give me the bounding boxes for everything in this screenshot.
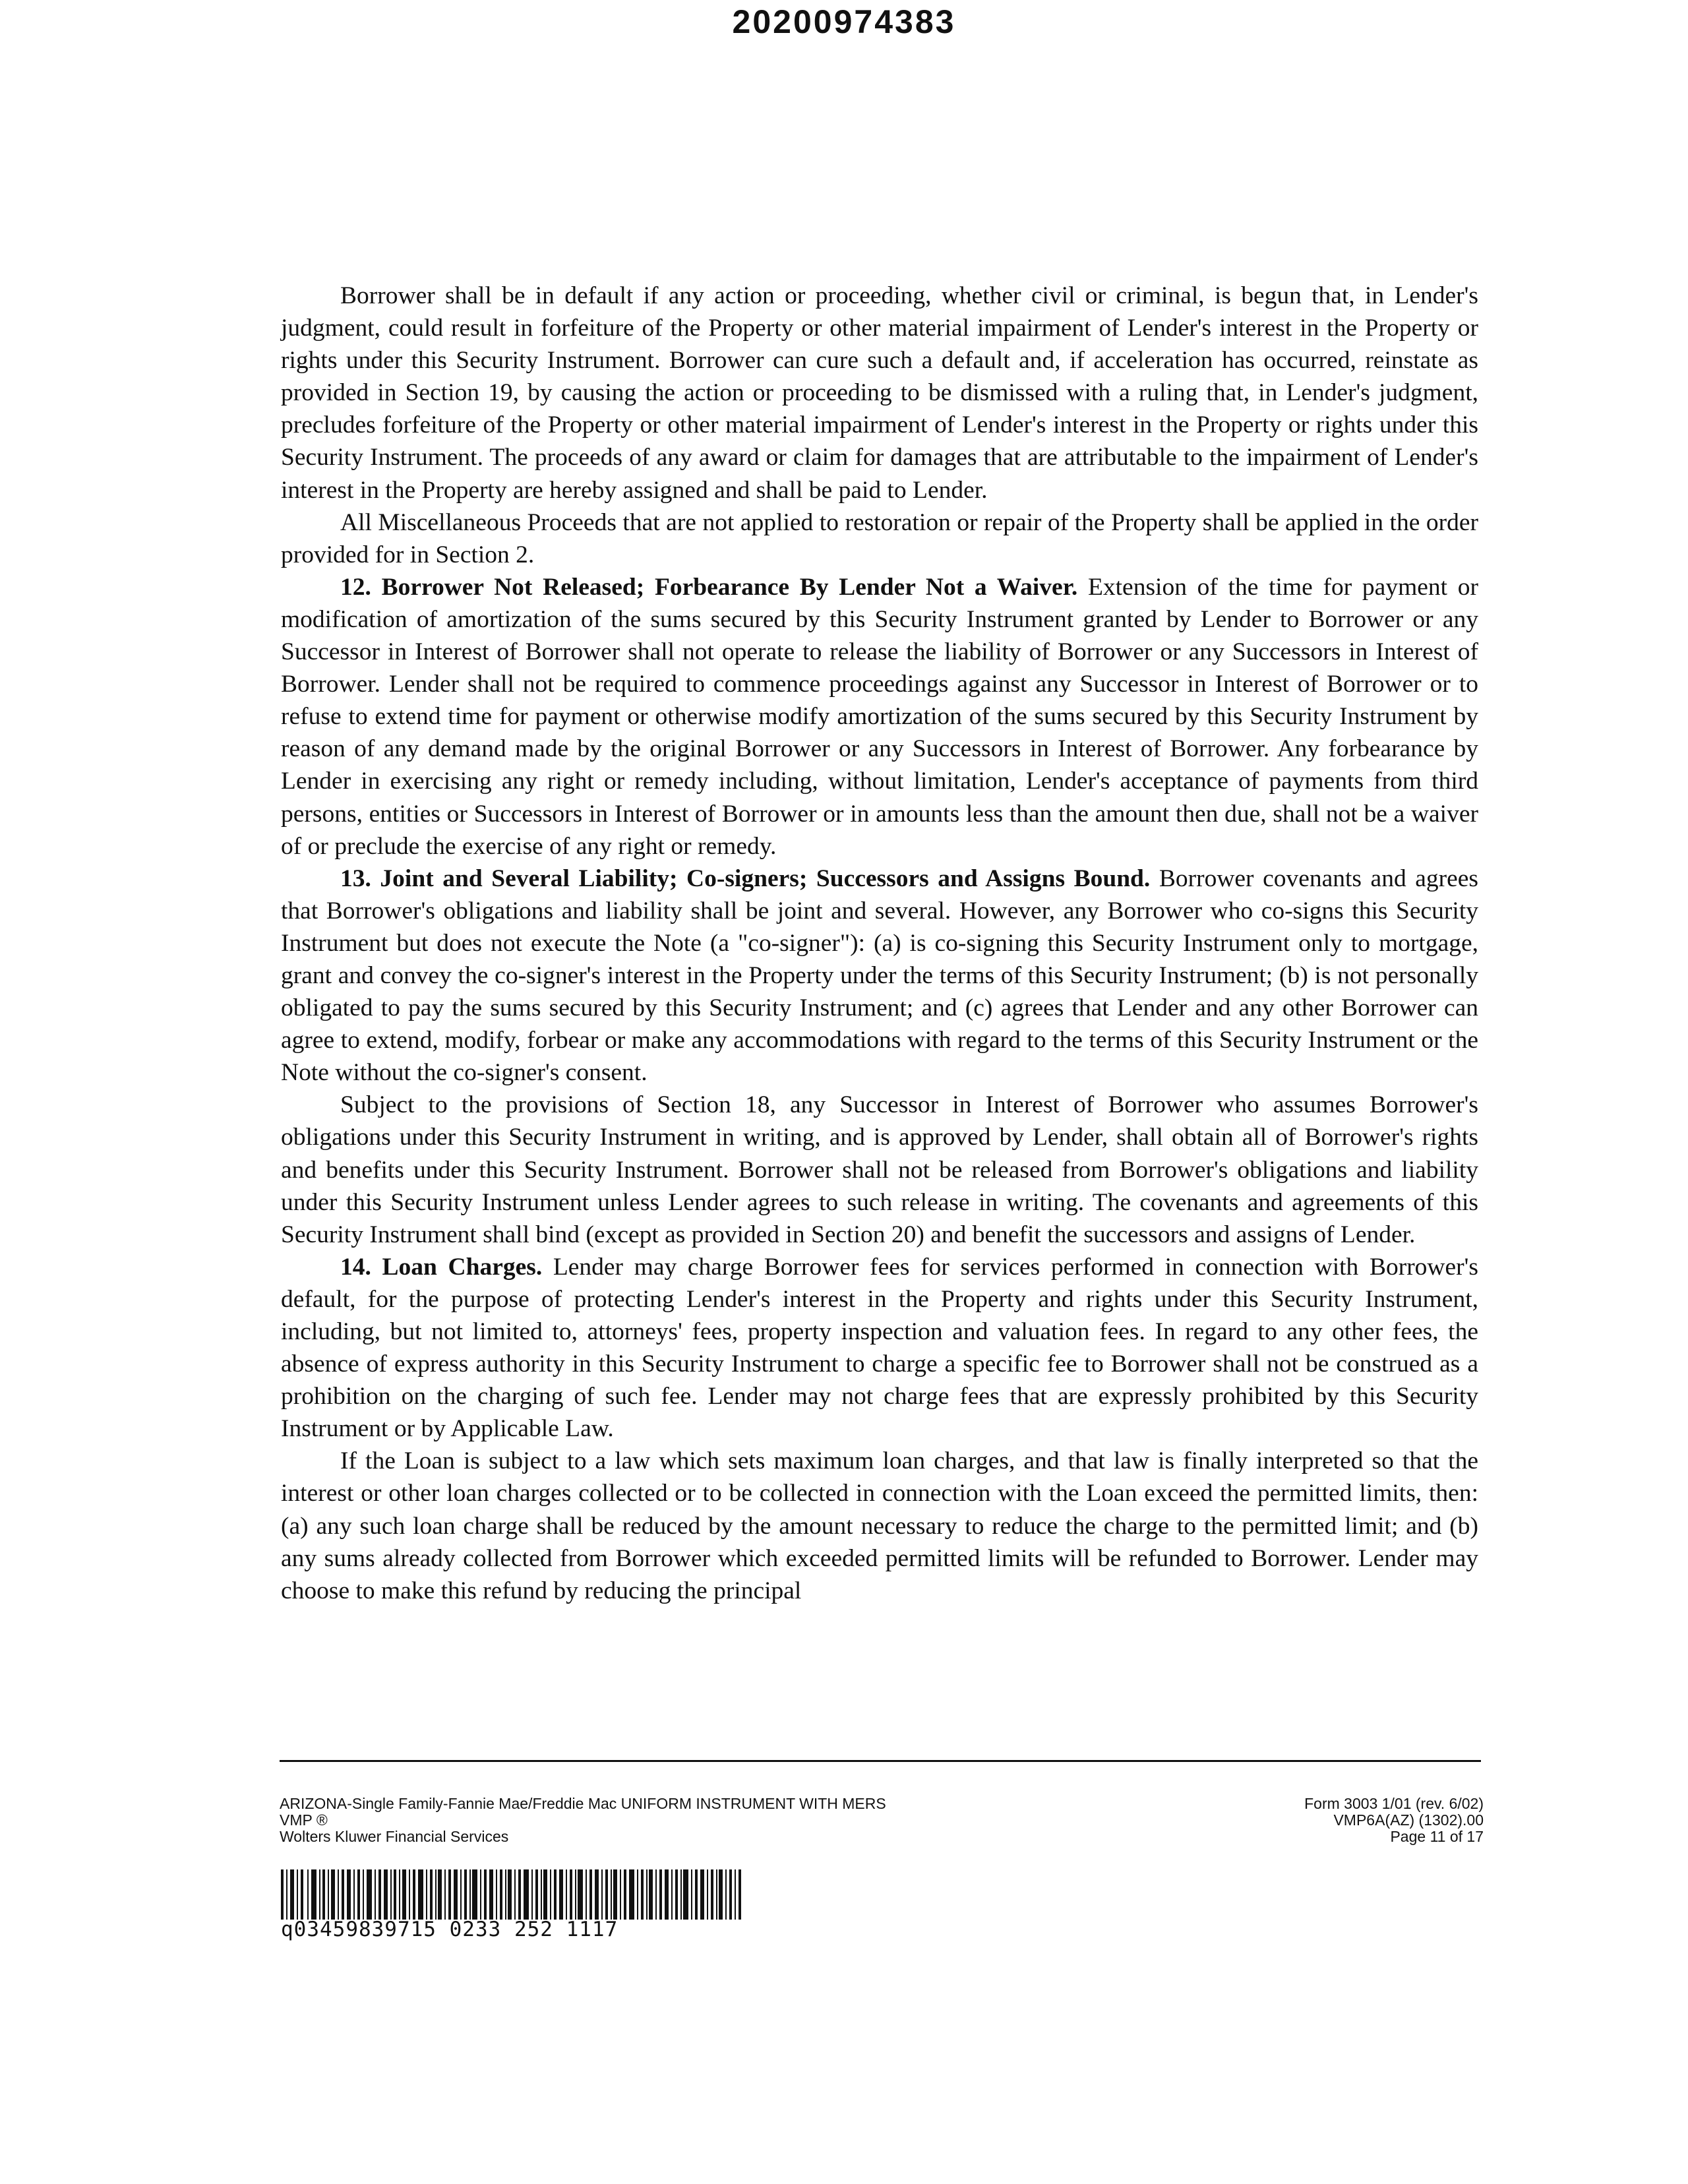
footer-divider xyxy=(280,1760,1481,1762)
vmp-mark: VMP ® xyxy=(280,1811,328,1829)
paragraph xyxy=(281,863,1478,1089)
paragraph-text: Lender may charge Borrower fees for services performed in connection with Borrower's default, for the purpose of protecting Lender's interest in the Property and rights under this Security Instrument, including, but not limited to, attorneys' fees, property inspection and valuation fees. In regard to any other fees, the absence of express authority in this Security Instrument to charge a specific fee to Borrower shall not be construed as a prohibition on the charging of such fee. Lender may not charge fees that are expressly prohibited by this Security Instrument or by Applicable Law. xyxy=(281,1253,1478,1443)
paragraph xyxy=(281,280,1478,506)
paragraph xyxy=(281,1089,1478,1250)
footer-right xyxy=(1088,1796,1484,1845)
paragraph-text: Extension of the time for payment or modification of amortization of the sums secured by this Security Instrument granted by Lender to Borrower or any Successor in Interest of Borrower shall not operate to release the liability of Borrower or any Successors in Interest of Borrower. Lender shall not be required to commence proceedings against any Successor in Interest of Borrower or to refuse to extend time for payment or otherwise modify amortization of the sums secured by this Security Instrument by reason of any demand made by the original Borrower or any Successors in Interest of Borrower. Any forbearance by Lender in exercising any right or remedy including, without limitation, Lender's acceptance of payments from third persons, entities or Successors in Interest of Borrower or in amounts less than the amount then due, shall not be a waiver of or preclude the exercise of any right or remedy. xyxy=(281,573,1478,860)
form-code: VMP6A(AZ) (1302).00 xyxy=(1333,1811,1484,1829)
form-title: ARIZONA-Single Family-Fannie Mae/Freddie Mac UNIFORM INSTRUMENT WITH MERS xyxy=(280,1795,886,1812)
paragraph-text: Borrower shall be in default if any action or proceeding, whether civil or criminal, is begun that, in Lender's judgment, could result in forfeiture of the Property or other material impairment of Lender's interest in the Property or rights under this Security Instrument. Borrower can cure such a default and, if acceleration has occurred, reinstate as provided in Section 19, by causing the action or proceeding to be dismissed with a ruling that, in Lender's judgment, precludes forfeiture of the Property or other material impairment of Lender's interest in the Property or rights under this Security Instrument. The proceeds of any award or claim for damages that are attributable to the impairment of Lender's interest in the Property are hereby assigned and shall be paid to Lender. xyxy=(281,282,1478,504)
paragraph xyxy=(281,506,1478,571)
paragraph xyxy=(281,1251,1478,1445)
section-heading: 12. Borrower Not Released; Forbearance By Lender Not a Waiver. xyxy=(340,573,1088,601)
barcode-number: q03459839715 0233 252 1117 xyxy=(281,1918,618,1941)
section-heading: 14. Loan Charges. xyxy=(340,1253,553,1281)
paragraph xyxy=(281,571,1478,863)
publisher-name: Wolters Kluwer Financial Services xyxy=(280,1828,509,1845)
paragraph-text: Subject to the provisions of Section 18, any Successor in Interest of Borrower who assumes Borrower's obligations under this Security Instrument in writing, and is approved by Lender, shall obtain all of Borrower's rights and benefits under this Security Instrument. Borrower shall not be released from Borrower's obligations and liability under this Security Instrument unless Lender agrees to such release in writing. The covenants and agreements of this Security Instrument shall bind (except as provided in Section 20) and benefit the successors and assigns of Lender. xyxy=(281,1091,1478,1248)
recording-number: 20200974383 xyxy=(732,3,956,40)
form-number: Form 3003 1/01 (rev. 6/02) xyxy=(1304,1795,1484,1812)
section-heading: 13. Joint and Several Liability; Co-signers; Successors and Assigns Bound. xyxy=(340,864,1159,892)
document-body xyxy=(281,280,1478,1607)
paragraph-text: Borrower covenants and agrees that Borrower's obligations and liability shall be joint and several. However, any Borrower who co-signs this Security Instrument but does not execute the Note (a "co-signer"): (a) is co-signing this Security Instrument only to mortgage, grant and convey the co-signer's interest in the Property under the terms of this Security Instrument; (b) is not personally obligated to pay the sums secured by this Security Instrument; and (c) agrees that Lender and any other Borrower can agree to extend, modify, forbear or make any accommodations with regard to the terms of this Security Instrument or the Note without the co-signer's consent. xyxy=(281,864,1478,1087)
paragraph xyxy=(281,1445,1478,1606)
barcode xyxy=(281,1869,742,1920)
footer-left xyxy=(280,1796,1071,1845)
paragraph-text: All Miscellaneous Proceeds that are not applied to restoration or repair of the Property shall be applied in the order provided for in Section 2. xyxy=(281,508,1478,568)
page-number: Page 11 of 17 xyxy=(1390,1828,1484,1845)
paragraph-text: If the Loan is subject to a law which sets maximum loan charges, and that law is finally interpreted so that the interest or other loan charges collected or to be collected in connection with the Loan exceed the permitted limits, then: (a) any such loan charge shall be reduced by the amount necessary to reduce the charge to the permitted limit; and (b) any sums already collected from Borrower which exceeded permitted limits will be refunded to Borrower. Lender may choose to make this refund by reducing the principal xyxy=(281,1447,1478,1604)
